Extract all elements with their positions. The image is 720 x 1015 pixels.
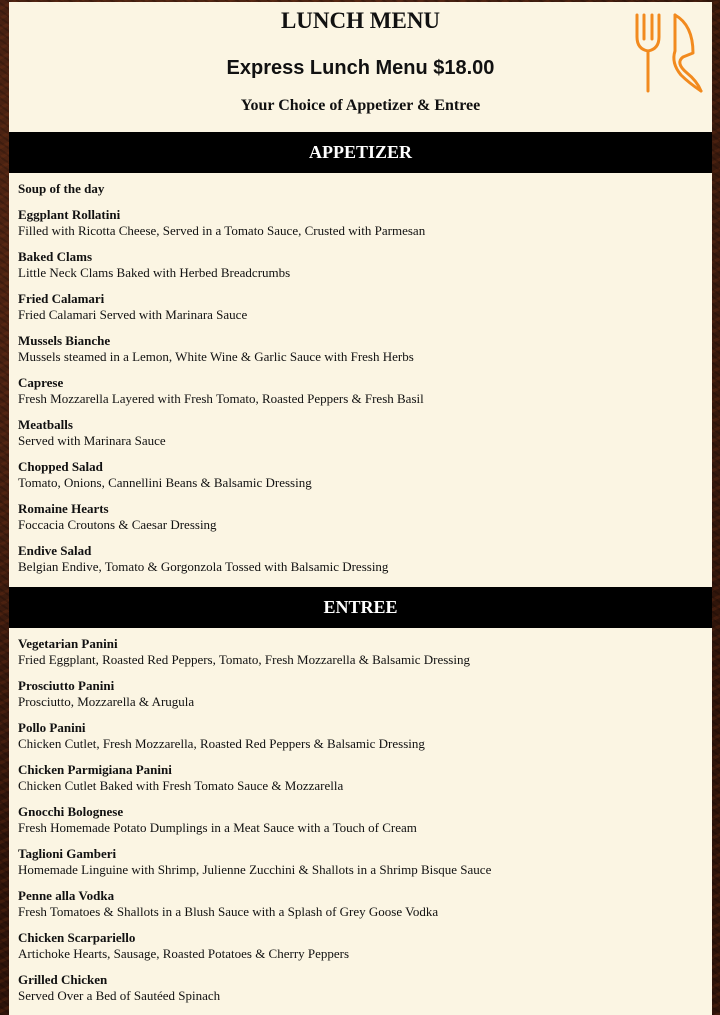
menu-item-name: Taglioni Gamberi <box>18 846 117 861</box>
menu-item-description: Chicken Cutlet Baked with Fresh Tomato Sauce & Mozzarella <box>18 778 344 793</box>
menu-item-description: Fried Calamari Served with Marinara Sauce <box>18 307 248 322</box>
menu-item-name: Mussels Bianche <box>18 333 111 348</box>
entree-heading: ENTREE <box>9 587 712 628</box>
menu-item <box>18 762 703 794</box>
menu-item-name: Penne alla Vodka <box>18 888 115 903</box>
menu-item <box>18 459 703 491</box>
menu-item-name: Pollo Panini <box>18 720 86 735</box>
menu-item <box>18 333 703 365</box>
menu-item-description: Little Neck Clams Baked with Herbed Breadcrumbs <box>18 265 291 280</box>
menu-item-description: Mussels steamed in a Lemon, White Wine & Garlic Sauce with Fresh Herbs <box>18 349 414 364</box>
menu-item <box>18 678 703 710</box>
menu-item <box>18 249 703 281</box>
menu-header <box>9 2 712 132</box>
menu-item <box>18 846 703 878</box>
menu-item-description: Foccacia Croutons & Caesar Dressing <box>18 517 217 532</box>
page-title: LUNCH MENU <box>280 8 441 33</box>
menu-item-description: Chicken Cutlet, Fresh Mozzarella, Roasted Red Peppers & Balsamic Dressing <box>18 736 425 751</box>
menu-item-description: Tomato, Onions, Cannellini Beans & Balsamic Dressing <box>18 475 312 490</box>
menu-item <box>18 501 703 533</box>
menu-item-description: Filled with Ricotta Cheese, Served in a Tomato Sauce, Crusted with Parmesan <box>18 223 426 238</box>
menu-item-name: Chopped Salad <box>18 459 103 474</box>
menu-item-name: Romaine Hearts <box>18 501 109 516</box>
menu-item-description: Fresh Tomatoes & Shallots in a Blush Sauce with a Splash of Grey Goose Vodka <box>18 904 439 919</box>
menu-item-description: Fresh Homemade Potato Dumplings in a Meat Sauce with a Touch of Cream <box>18 820 417 835</box>
menu-item <box>18 720 703 752</box>
menu-item-name: Soup of the day <box>18 181 105 196</box>
menu-item-name: Eggplant Rollatini <box>18 207 121 222</box>
menu-item <box>18 972 703 1004</box>
appetizer-list <box>9 173 712 587</box>
menu-item-name: Meatballs <box>18 417 73 432</box>
menu-item-description: Artichoke Hearts, Sausage, Roasted Potatoes & Cherry Peppers <box>18 946 350 961</box>
menu-item-name: Chicken Parmigiana Panini <box>18 762 172 777</box>
express-lunch-price: Express Lunch Menu $18.00 <box>226 57 495 79</box>
menu-item-description: Fresh Mozzarella Layered with Fresh Tomato, Roasted Peppers & Fresh Basil <box>18 391 424 406</box>
choice-subtitle: Your Choice of Appetizer & Entree <box>240 97 481 114</box>
menu-item-name: Gnocchi Bolognese <box>18 804 124 819</box>
entree-list <box>9 628 712 1015</box>
menu-page <box>9 2 712 1015</box>
menu-item-name: Chicken Scarpariello <box>18 930 136 945</box>
menu-item-description: Fried Eggplant, Roasted Red Peppers, Tomato, Fresh Mozzarella & Balsamic Dressing <box>18 652 470 667</box>
menu-item-name: Prosciutto Panini <box>18 678 115 693</box>
menu-item <box>18 181 703 197</box>
fork-knife-icon <box>631 11 705 95</box>
menu-item <box>18 207 703 239</box>
menu-item-description: Served Over a Bed of Sautéed Spinach <box>18 988 221 1003</box>
menu-item-name: Endive Salad <box>18 543 92 558</box>
menu-item <box>18 930 703 962</box>
menu-item-description: Homemade Linguine with Shrimp, Julienne Zucchini & Shallots in a Shrimp Bisque Sauce <box>18 862 492 877</box>
appetizer-heading: APPETIZER <box>9 132 712 173</box>
menu-item-description: Prosciutto, Mozzarella & Arugula <box>18 694 195 709</box>
menu-item <box>18 888 703 920</box>
menu-item-name: Vegetarian Panini <box>18 636 118 651</box>
menu-item <box>18 804 703 836</box>
menu-item-name: Caprese <box>18 375 64 390</box>
menu-item-name: Fried Calamari <box>18 291 105 306</box>
menu-item <box>18 543 703 575</box>
menu-item <box>18 291 703 323</box>
menu-item <box>18 636 703 668</box>
menu-item-name: Grilled Chicken <box>18 972 108 987</box>
menu-item-description: Belgian Endive, Tomato & Gorgonzola Tossed with Balsamic Dressing <box>18 559 389 574</box>
menu-item-name: Baked Clams <box>18 249 93 264</box>
menu-item <box>18 417 703 449</box>
menu-item <box>18 375 703 407</box>
menu-item-description: Served with Marinara Sauce <box>18 433 166 448</box>
